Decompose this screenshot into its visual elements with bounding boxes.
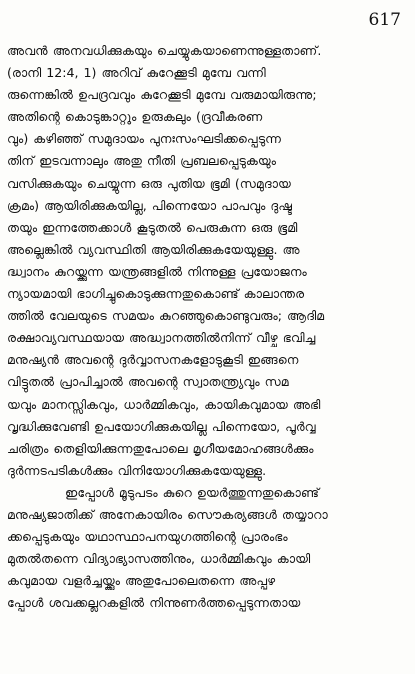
text-line: വും) കഴിഞ്ഞ് സമുദായം പുനഃസംഘടിക്കപ്പെടുന്ന [7, 131, 281, 147]
text-line: മനുഷ്യജാതിക്ക് അനേകായിരം സൌകര്യങ്ങൾ തയ്യാറാ [7, 507, 328, 523]
text-line: തയും ഇന്നത്തേക്കാൾ കൂടുതൽ പെരുകുന്ന ഒരു ഭൂമി [7, 219, 298, 235]
text-line: പ്പോൾ ശവക്കല്ലറകളിൽ നിന്നുണർത്തപ്പെടുന്നതായ [7, 595, 301, 611]
text-line: ഇപ്പോൾ മൂടുപടം കുറെ ഉയർത്തുന്നതുകൊണ്ട് [65, 485, 320, 500]
text-line: ചരിത്രം തെളിയിക്കുന്നതുപോലെ മൃഗീയമോഹങ്ങൾക്കും [7, 440, 314, 456]
text-line: ക്കപ്പെടുകയും യഥാസ്ഥാപനയുഗത്തിന്റെ പ്രാരംഭം [7, 529, 288, 545]
text-line: ദ്ധ്വാനം കുറയ്ക്കുന്ന യന്ത്രങ്ങളിൽ നിന്നുള്ള പ്രയോജനം [7, 263, 307, 279]
text-line: അവൻ അനവധിക്കുകയും ചെയ്യുകയാണെന്നുള്ളതാണ്. [7, 43, 322, 58]
text-line: ദുർന്നടപടികൾക്കും വിനിയോഗിക്കുകയേയുള്ളു. [7, 462, 267, 478]
text-line: തിന് ഇടവന്നാലും അതു നീതി പ്രബലപ്പെടുകയും [7, 153, 277, 169]
text-line: അതിന്റെ കൊടുങ്കാറ്റും ഉരുകലും (ദ്രവീകരണ [7, 109, 263, 125]
text-line: മുതൽതന്നെ വിദ്യാഭ്യാസത്തിനും, ധാർമ്മികവും കായി [7, 551, 311, 567]
text-line: രുന്നെങ്കിൽ ഉപദ്രവവും കുറേക്കൂടി മുമ്പേ വരുമായിരുന്നു; [7, 87, 317, 103]
text-line: രക്ഷാവ്യവസ്ഥയായ അദ്ധ്വാനത്തിൽനിന്ന് വീഴ്ച ഭവിച്ച [7, 330, 316, 346]
text-line: യവും മാനസ്സികവും, ധാർമ്മികവും, കായികവുമായ അഭി [7, 396, 321, 412]
text-line: വൃദ്ധിക്കുവേണ്ടി ഉപയോഗിക്കുകയില്ല പിന്നെയോ, പൂർവ്വ [7, 418, 316, 434]
text-line: (രാനി 12:4, 1) അറിവ് കുറേക്കൂടി മുമ്പേ വന്നി [7, 65, 266, 81]
text-line: ന്യായമായി ഭാഗിച്ചുകൊടുക്കുന്നതുകൊണ്ട് കാലാന്തര [7, 286, 305, 302]
text-line: കവുമായ വളർച്ചയ്ക്കും അതുപോലെതന്നെ അപ്പഴ [7, 573, 276, 589]
text-line: ക്രമം) ആയിരിക്കുകയില്ല, പിന്നെയോ പാപവും ദുഷ്ട [7, 197, 293, 213]
text-line: ത്തിൽ വേലയുടെ സമയം കുറഞ്ഞുകൊണ്ടുവരും; ആദിമ [7, 308, 325, 324]
text-line: വസിക്കുകയും ചെയ്യുന്ന ഒരു പുതിയ ഭൂമി (സമുദായ [7, 175, 291, 191]
text-line: അല്ലെങ്കിൽ വ്യവസ്ഥിതി ആയിരിക്കുകയേയുള്ളു. അ [7, 241, 300, 257]
text-line: വിട്ടുതൽ പ്രാപിച്ചാൽ അവന്റെ സ്വാതന്ത്ര്യവും സമ [7, 374, 289, 390]
paragraph-2 [7, 482, 405, 615]
text-line: മനുഷ്യൻ അവന്റെ ദുർവ്വാസനകളോടുകൂടി ഇങ്ങനെ [7, 352, 299, 368]
page-number: 617 [368, 10, 401, 30]
paragraph-1 [7, 40, 405, 482]
